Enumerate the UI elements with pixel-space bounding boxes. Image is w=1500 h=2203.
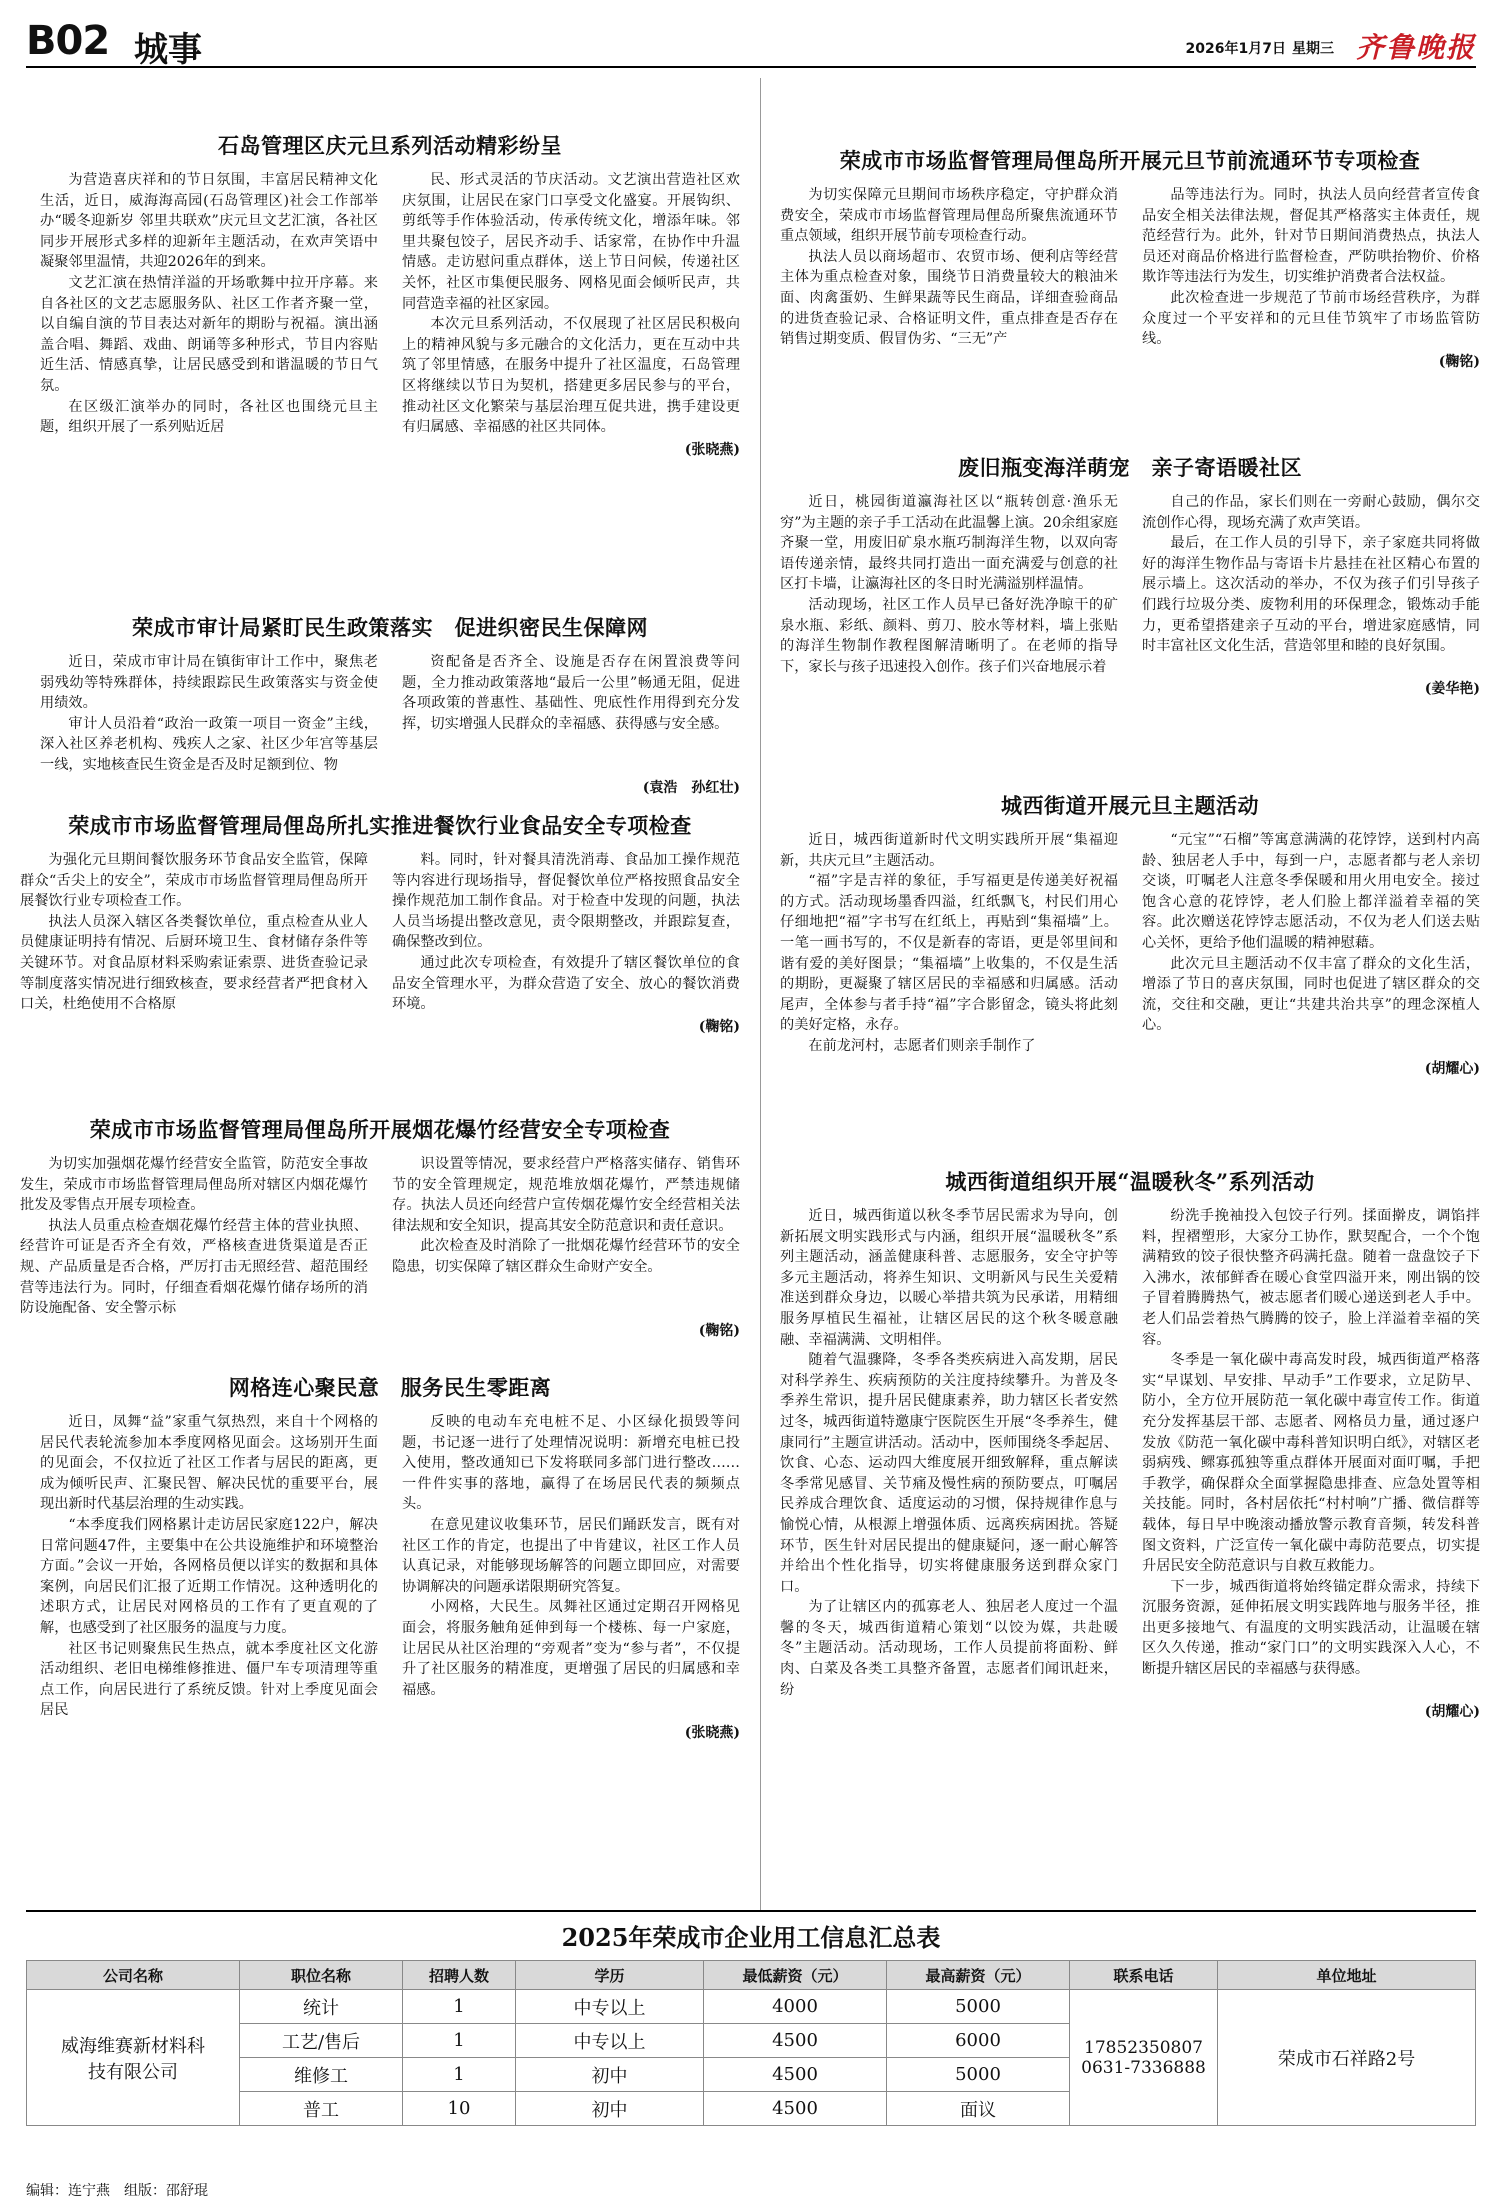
edu-cell: 初中	[516, 2058, 704, 2092]
header-cell: 学历	[516, 1961, 704, 1990]
header-cell: 最低薪资（元）	[704, 1961, 887, 1990]
min-salary-cell: 4500	[704, 2024, 887, 2058]
paragraph: 为切实加强烟花爆竹经营安全监管，防范安全事故发生，荣成市市场监督管理局俚岛所对辖区内烟花爆竹批发及零售点开展专项检查。	[20, 1156, 368, 1214]
position-cell: 工艺/售后	[240, 2024, 403, 2058]
article-col	[20, 1154, 368, 1319]
address-cell: 荣成市石祥路2号	[1218, 1990, 1476, 2126]
edu-cell: 中专以上	[516, 1990, 704, 2024]
byline: (张晓燕)	[684, 1724, 740, 1741]
article-warm-winter	[780, 1166, 1480, 1721]
paragraph: 冬季是一氧化碳中毒高发时段，城西街道严格落实“早谋划、早安排、早动手”工作要求，立足防早、防小，全方位开展防范一氧化碳中毒宣传工作。街道充分发挥基层干部、志愿者、网格员力量，通过逐户发放《防范一氧化碳中毒科普知识明白纸》，对辖区老弱病残、鳏寡孤独等重点群体开展面对面叮嘱，手把手教学，确保群众全面掌握隐患排查、应急处置等相关技能。同时，各村居依托“村村响”广播、微信群等载体，每日早中晚滚动播放警示教育音频，转发科普图文资料，广泛宣传一氧化碳中毒防范要点，切实提升居民安全防范意识与自救互救能力。	[1142, 1352, 1480, 1575]
article-grid	[40, 1372, 740, 1742]
section-name: 城事	[134, 30, 202, 70]
byline: (鞠铭)	[698, 1018, 740, 1035]
paragraph: 近日，城西街道以秋冬季节居民需求为导向，创新拓展文明实践形式与内涵，组织开展“温暖秋冬”系列主题活动，涵盖健康科普、志愿服务，安全守护等多元主题活动，将养生知识、文明新风与民生关爱精准送到群众身边，以暖心举措共筑为民承诺，用精细服务厚植民生福祉，让辖区居民的这个秋冬暖意融融、幸福满满、文明相伴。	[780, 1208, 1118, 1348]
paragraph: 执法人员重点检查烟花爆竹经营主体的营业执照、经营许可证是否齐全有效，严格核查进货渠道是否正规、产品质量是否合格，严厉打击无照经营、超范围经营等违法行为。同时，仔细查看烟花爆竹储存场所的消防设施配备、安全警示标	[20, 1217, 368, 1317]
article-col	[40, 170, 378, 438]
article-title: 城西街道组织开展“温暖秋冬”系列活动	[945, 1169, 1315, 1194]
count-cell: 10	[403, 2092, 516, 2126]
article-bottles	[780, 452, 1480, 698]
max-salary-cell: 面议	[887, 2092, 1070, 2126]
paragraph: 为强化元旦期间餐饮服务环节食品安全监管，保障群众“舌尖上的安全”，荣成市市场监督管理局俚岛所开展餐饮行业专项检查工作。	[20, 852, 368, 910]
paragraph: 此次元旦主题活动不仅丰富了群众的文化生活，增添了节日的喜庆氛围，同时也促进了辖区群众的交流，交往和交融，更让“共建共治共享”的理念深植人心。	[1142, 955, 1480, 1034]
article-col	[40, 1412, 378, 1721]
paragraph: 此次检查进一步规范了节前市场经营秩序，为群众度过一个平安祥和的元旦佳节筑牢了市场监管防线。	[1142, 289, 1480, 348]
paragraph: 近日，城西街道新时代文明实践所开展“集福迎新，共庆元旦”主题活动。	[780, 832, 1118, 869]
article-shidao	[40, 130, 740, 459]
table-rule	[26, 1910, 1476, 1912]
edu-cell: 中专以上	[516, 2024, 704, 2058]
jobs-table	[26, 1960, 1476, 2126]
byline: (袁浩 孙红壮)	[642, 779, 740, 796]
article-fireworks	[20, 1114, 740, 1340]
article-col	[1142, 830, 1480, 1057]
page-header	[26, 0, 1476, 70]
header-cell: 联系电话	[1070, 1961, 1218, 1990]
paragraph: 执法人员以商场超市、农贸市场、便利店等经营主体为重点检查对象，围绕节日消费量较大的粮油米面、肉禽蛋奶、生鲜果蔬等民生商品，详细查验商品的进货查验记录、合格证明文件，重点排查是否存在销售过期变质、假冒伪劣、“三无”产	[780, 248, 1118, 348]
phone-cell	[1070, 1990, 1218, 2126]
count-cell: 1	[403, 2058, 516, 2092]
phone-1: 17852350807	[1084, 2037, 1203, 2058]
article-col	[1142, 185, 1480, 350]
paragraph: 自己的作品，家长们则在一旁耐心鼓励，偶尔交流创作心得，现场充满了欢声笑语。	[1142, 494, 1480, 531]
article-col	[1142, 492, 1480, 677]
article-title: 荣成市市场监督管理局俚岛所扎实推进餐饮行业食品安全专项检查	[68, 813, 692, 838]
phone-2: 0631-7336888	[1081, 2057, 1206, 2078]
table-row	[27, 1990, 1476, 2024]
max-salary-cell: 6000	[887, 2024, 1070, 2058]
position-cell: 维修工	[240, 2058, 403, 2092]
count-cell: 1	[403, 2024, 516, 2058]
header-cell: 公司名称	[27, 1961, 240, 1990]
article-col	[780, 1206, 1118, 1700]
paragraph: 本次元旦系列活动，不仅展现了社区居民积极向上的精神风貌与多元融合的文化活力，更在互动中共筑了邻里情感，在服务中提升了社区温度，石岛管理区将继续以节日为契机，搭建更多居民参与的平台，推动社区文化繁荣与基层治理互促共进，携手建设更有归属感、幸福感的社区共同体。	[402, 316, 740, 436]
paragraph: 通过此次专项检查，有效提升了辖区餐饮单位的食品安全管理水平，为群众营造了安全、放心的餐饮消费环境。	[392, 954, 740, 1013]
paragraph: 在区级汇演举办的同时，各社区也围绕元旦主题，组织开展了一系列贴近居	[40, 398, 378, 436]
paragraph: 近日，凤舞“益”家重气氛热烈，来自十个网格的居民代表轮流参加本季度网格见面会。这场别开生面的见面会，不仅拉近了社区工作者与居民的距离，更成为倾听民声、汇聚民智、解决民忧的重要平台，展现出新时代基层治理的生动实践。	[40, 1414, 378, 1513]
min-salary-cell: 4500	[704, 2092, 887, 2126]
issue-date: 2026年1月7日	[1185, 41, 1286, 57]
paragraph: “元宝”“石榴”等寓意满满的花饽饽，送到村内高龄、独居老人手中，每到一户，志愿者都与老人亲切交谈，叮嘱老人注意冬季保暖和用火用电安全。接过饱含心意的花饽饽，老人们脸上都洋溢着幸福的笑容。此次赠送花饽饽志愿活动，不仅为老人们送去贴心关怀，更给予他们温暖的精神慰藉。	[1142, 832, 1480, 951]
article-audit	[40, 612, 740, 797]
byline: (鞠铭)	[1438, 353, 1480, 370]
newspaper-logo: 齐鲁晚报	[1355, 31, 1476, 64]
paragraph: 资配备是否齐全、设施是否存在闲置浪费等问题，全力推动政策落地“最后一公里”畅通无阻，促进各项政策的普惠性、基础性、兜底性作用得到充分发挥，切实增强人民群众的幸福感、获得感与安全感。	[402, 654, 740, 732]
header-cell: 单位地址	[1218, 1961, 1476, 1990]
article-col	[780, 185, 1118, 350]
paragraph: 为营造喜庆祥和的节日氛围，丰富居民精神文化生活，近日，威海海高园(石岛管理区)社会工作部举办“暖冬迎新岁 邻里共联欢”庆元旦文艺汇演，各社区同步开展形式多样的迎新年主题活动，在欢声笑语中凝聚邻里温情，共迎2026年的到来。	[40, 172, 378, 271]
paragraph: 执法人员深入辖区各类餐饮单位，重点检查从业人员健康证明持有情况、后厨环境卫生、食材储存条件等关键环节。对食品原材料采购索证索票、进货查验记录等制度落实情况进行细致核查，要求经营者严把食材入口关，杜绝使用不合格原	[20, 913, 368, 1013]
paragraph: 文艺汇演在热情洋溢的开场歌舞中拉开序幕。来自各社区的文艺志愿服务队、社区工作者齐聚一堂，以自编自演的节目表达对新年的期盼与祝福。演出涵盖合唱、舞蹈、戏曲、朗诵等多种形式，节目内容贴近生活、情感真挚，让居民感受到和谐温暖的节日气氛。	[40, 274, 378, 394]
page-number: B02	[26, 18, 110, 64]
editor-credit: 编辑：连宁燕 组版：邵舒琨	[26, 2183, 208, 2199]
max-salary-cell: 5000	[887, 1990, 1070, 2024]
header-rule	[26, 66, 1476, 68]
article-col	[780, 830, 1118, 1057]
paragraph: “本季度我们网格累计走访居民家庭122户，解决日常问题47件，主要集中在公共设施维护和环境整治方面。”会议一开始，各网格员便以详实的数据和具体案例，向居民们汇报了近期工作情况。这种透明化的述职方式，让居民对网格员的工作有了更直观的了解，也感受到了社区服务的温度与力度。	[40, 1516, 378, 1636]
article-title: 石岛管理区庆元旦系列活动精彩纷呈	[218, 133, 562, 158]
article-title: 荣成市市场监督管理局俚岛所开展烟花爆竹经营安全专项检查	[89, 1117, 671, 1142]
min-salary-cell: 4500	[704, 2058, 887, 2092]
edu-cell: 初中	[516, 2092, 704, 2126]
header-cell: 职位名称	[240, 1961, 403, 1990]
article-col	[20, 850, 368, 1015]
weekday: 星期三	[1292, 41, 1334, 57]
paragraph: 民、形式灵活的节庆活动。文艺演出营造社区欢庆氛围，让居民在家门口享受文化盛宴。开展钩织、剪纸等手作体验活动，传承传统文化，增添年味。邻里共聚包饺子，居民齐动手、话家常，在协作中升温情感。走访慰问重点群体，送上节日问候，传递社区关怀，社区市集便民服务、网格见面会倾听民声，共同营造幸福的社区家园。	[402, 172, 740, 312]
article-title: 荣成市市场监督管理局俚岛所开展元旦节前流通环节专项检查	[839, 148, 1421, 173]
byline: (姜华艳)	[1424, 681, 1480, 698]
paragraph: 最后，在工作人员的引导下，亲子家庭共同将做好的海洋生物作品与寄语卡片悬挂在社区精心布置的展示墙上。这次活动的举办，不仅为孩子们引导孩子们践行垃圾分类、废物利用的环保理念，锻炼动手能力，更希望搭建亲子互动的平台，增进家庭感情，同时丰富社区文化生活，营造邻里和睦的良好氛围。	[1142, 535, 1480, 655]
byline: (张晓燕)	[684, 441, 740, 458]
paragraph: 下一步，城西街道将始终锚定群众需求，持续下沉服务资源，延伸拓展文明实践阵地与服务半径，推出更多接地气、有温度的文明实践活动，让温暖在辖区久久传递，推动“家门口”的文明实践深入人心，不断提升辖区居民的幸福感与获得感。	[1142, 1578, 1480, 1678]
article-col	[40, 652, 378, 776]
paragraph: 反映的电动车充电桩不足、小区绿化损毁等问题，书记逐一进行了处理情况说明：新增充电桩已投入使用，整改通知已下发将联同多部门进行整改……一件件实事的落地，赢得了在场居民代表的频频点头。	[402, 1414, 740, 1513]
byline: (胡耀心)	[1424, 1060, 1480, 1077]
paragraph: 审计人员沿着“政治一政策一项目一资金”主线，深入社区养老机构、残疾人之家、社区少年宫等基层一线，实地核查民生资金是否及时足额到位、物	[40, 715, 378, 773]
paragraph: 纷洗手挽袖投入包饺子行列。揉面擀皮，调馅拌料，捏褶塑形，大家分工协作，默契配合，一个个饱满精致的饺子很快整齐码满托盘。随着一盘盘饺子下入沸水，浓郁鲜香在暖心食堂四溢开来，刚出锅的饺子冒着腾腾热气，被志愿者们暖心递送到老人手中。老人们品尝着热气腾腾的饺子，脸上洋溢着幸福的笑容。	[1142, 1208, 1480, 1348]
position-cell: 普工	[240, 2092, 403, 2126]
max-salary-cell: 5000	[887, 2058, 1070, 2092]
article-col	[780, 492, 1118, 677]
paragraph: 在意见建议收集环节，居民们踊跃发言，既有对社区工作的肯定，也提出了中肯建议，社区工作人员认真记录，对能够现场解答的问题立即回应，对需要协调解决的问题承诺限期研究答复。	[402, 1516, 740, 1595]
paragraph: 近日，桃园街道瀛海社区以“瓶转创意·渔乐无穷”为主题的亲子手工活动在此温馨上演。20余组家庭齐聚一堂，用废旧矿泉水瓶巧制海洋生物，以双向寄语传递亲情，最终共同打造出一面充满爱与创意的社区打卡墙，让瀛海社区的冬日时光满溢别样温情。	[780, 494, 1118, 593]
article-title: 网格连心聚民意 服务民生零距离	[228, 1375, 552, 1400]
article-col	[402, 1412, 740, 1721]
header-cell: 招聘人数	[403, 1961, 516, 1990]
header-cell: 最高薪资（元）	[887, 1961, 1070, 1990]
paragraph: 此次检查及时消除了一批烟花爆竹经营环节的安全隐患，切实保障了辖区群众生命财产安全。	[392, 1238, 740, 1275]
paragraph: 品等违法行为。同时，执法人员向经营者宣传食品安全相关法律法规，督促其严格落实主体责任，规范经营行为。此外，针对节日期间消费热点，执法人员还对商品价格进行监督检查，严防哄抬物价、价格欺诈等违法行为发生，切实维护消费者合法权益。	[1142, 187, 1480, 286]
paragraph: 活动现场，社区工作人员早已备好洗净晾干的矿泉水瓶、彩纸、颜料、剪刀、胶水等材料，墙上张贴的海洋生物制作教程图解清晰明了。在老师的指导下，家长与孩子迅速投入创作。孩子们兴奋地展示着	[780, 596, 1118, 675]
paragraph: 为切实保障元旦期间市场秩序稳定，守护群众消费安全，荣成市市场监督管理局俚岛所聚焦流通环节重点领域，组织开展节前专项检查行动。	[780, 187, 1118, 245]
min-salary-cell: 4000	[704, 1990, 887, 2024]
article-catering	[20, 810, 740, 1036]
article-col	[1142, 1206, 1480, 1700]
paragraph: 料。同时，针对餐具清洗消毒、食品加工操作规范等内容进行现场指导，督促餐饮单位严格按照食品安全操作规范加工制作食品。对于检查中发现的问题，执法人员当场提出整改意见，责令限期整改，并跟踪复查，确保整改到位。	[392, 852, 740, 951]
article-holiday-check	[780, 145, 1480, 371]
paragraph: 为了让辖区内的孤寡老人、独居老人度过一个温馨的冬天，城西街道精心策划“以饺为媒，共赴暖冬”主题活动。活动现场，工作人员提前将面粉、鲜肉、白菜及各类工具整齐备置，志愿者们闻讯赶来，纷	[780, 1599, 1118, 1698]
paragraph: 小网格，大民生。凤舞社区通过定期召开网格见面会，将服务触角延伸到每一个楼栋、每一户家庭，让居民从社区治理的“旁观者”变为“参与者”，不仅提升了社区服务的精准度，更增强了居民的归属感和幸福感。	[402, 1599, 740, 1698]
table-header-row	[27, 1961, 1476, 1990]
paragraph: 识设置等情况，要求经营户严格落实储存、销售环节的安全管理规定，规范堆放烟花爆竹，严禁违规储存。执法人员还向经营户宣传烟花爆竹安全经营相关法律法规和安全知识，提高其安全防范意识和责任意识。	[392, 1156, 740, 1234]
byline: (胡耀心)	[1424, 1704, 1480, 1721]
paragraph: 社区书记则聚焦民生热点，就本季度社区文化游活动组织、老旧电梯维修推进、僵尸车专项清理等重点工作，向居民进行了系统反馈。针对上季度见面会居民	[40, 1640, 378, 1719]
paragraph: 随着气温骤降，冬季各类疾病进入高发期，居民对科学养生、疾病预防的关注度持续攀升。为普及冬季养生常识，提升居民健康素养，助力辖区长者安然过冬，城西街道特邀康宁医院医生开展“冬季养生，健康同行”主题宣讲活动。活动中，医师围绕冬季起居、饮食、心态、运动四大维度展开细致解释，重点解读冬季常见感冒、关节痛及慢性病的预防要点，叮嘱居民养成合理饮食、适度运动的习惯，保持规律作息与愉悦心情，从根源上增强体质、远离疾病困扰。答疑环节，医生针对居民提出的健康疑问，逐一耐心解答并给出个性化指导，切实将健康服务送到群众家门口。	[780, 1352, 1118, 1595]
article-newyear	[780, 790, 1480, 1078]
column-divider	[760, 78, 761, 1910]
article-col	[402, 170, 740, 438]
count-cell: 1	[403, 1990, 516, 2024]
article-col	[392, 1154, 740, 1319]
table-title: 2025年荣成市企业用工信息汇总表	[561, 1923, 941, 1952]
article-title: 城西街道开展元旦主题活动	[1001, 793, 1259, 818]
paragraph: “福”字是吉祥的象征，手写福更是传递美好祝福的方式。活动现场墨香四溢，红纸飘飞，村民们用心仔细地把“福”字书写在红纸上，再贴到“集福墙”上。一笔一画书写的，不仅是新春的寄语，更是邻里间和谐有爱的美好图景；“集福墙”上收集的，不仅是生活的期盼，更凝聚了辖区居民的幸福感和归属感。活动尾声，全体参与者手持“福”字合影留念，镜头将此刻的美好定格，永存。	[780, 873, 1118, 1034]
company-cell: 威海维赛新材料科技有限公司	[27, 1990, 240, 2126]
article-col	[392, 850, 740, 1015]
byline: (鞠铭)	[698, 1322, 740, 1339]
article-title: 荣成市审计局紧盯民生政策落实 促进织密民生保障网	[132, 615, 648, 640]
article-title: 废旧瓶变海洋萌宠 亲子寄语暖社区	[958, 455, 1302, 480]
paragraph: 在前龙河村，志愿者们则亲手制作了	[808, 1037, 1036, 1054]
position-cell: 统计	[240, 1990, 403, 2024]
paragraph: 近日，荣成市审计局在镇街审计工作中，聚焦老弱残幼等特殊群体，持续跟踪民生政策落实与资金使用绩效。	[40, 654, 378, 712]
article-col	[402, 652, 740, 776]
